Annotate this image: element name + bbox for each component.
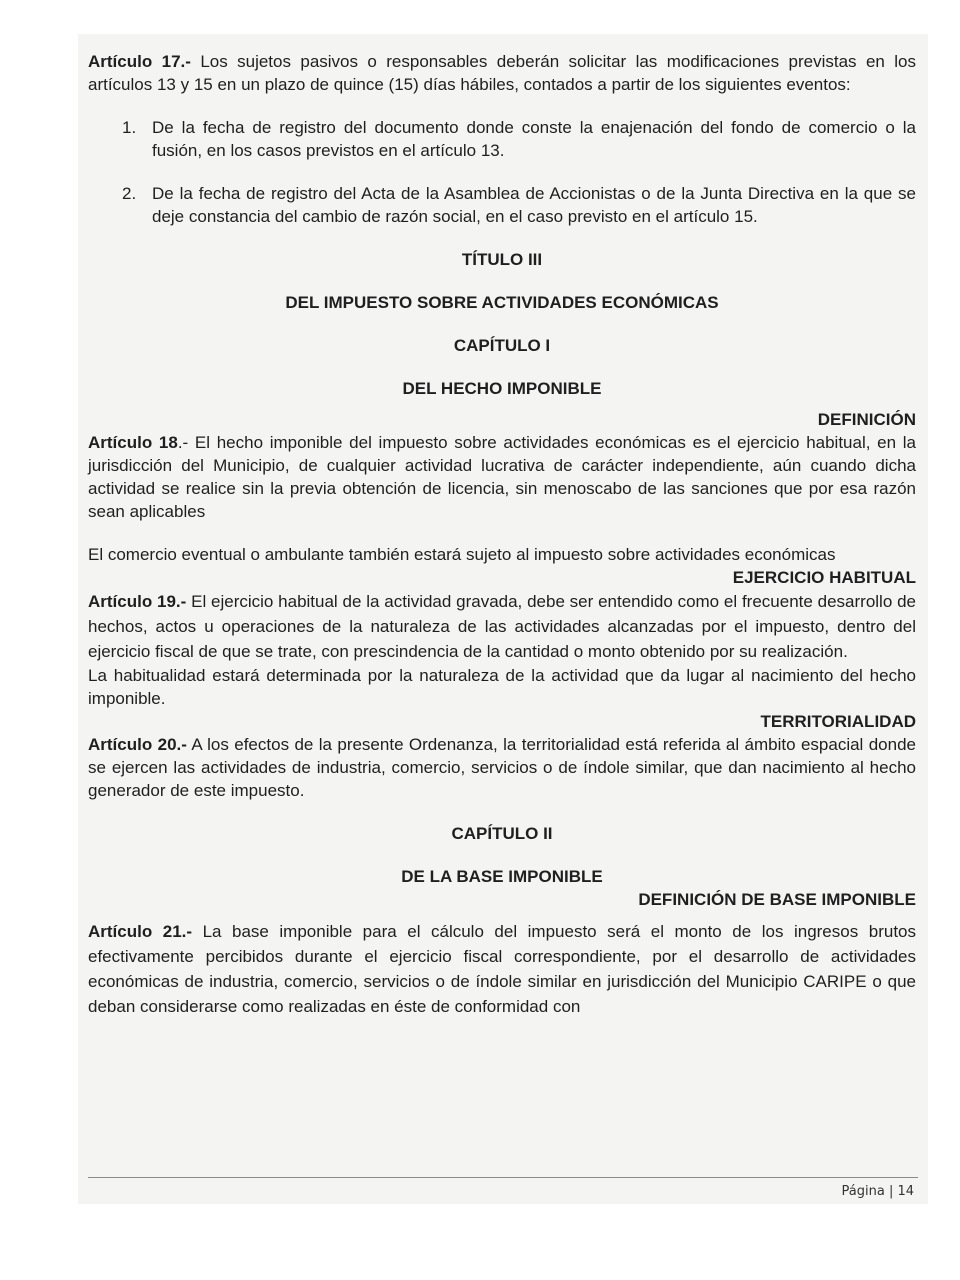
article-18-label: Artículo 18 [88,433,178,452]
title-subheading: DEL IMPUESTO SOBRE ACTIVIDADES ECONÓMICAS [285,293,719,312]
title-heading: TÍTULO III [461,250,543,269]
document-page [78,34,928,1204]
article-17-text: Los sujetos pasivos o responsables deberán solicitar las modificaciones previstas en los artículos 13 y 15 en un plazo de quince (15) días hábiles, contados a partir de los siguientes eventos: [88,52,916,94]
list-item-number: 1. [122,118,137,137]
article-17-list [88,116,916,228]
list-item-number: 2. [122,184,137,203]
article-19-label: Artículo 19.- [88,592,187,611]
article-18-paragraph-2: El comercio eventual o ambulante también estará sujeto al impuesto sobre actividades económicas [88,545,836,564]
section-heading-ejercicio: EJERCICIO HABITUAL [732,568,916,587]
article-20 [88,733,916,802]
article-20-label: Artículo 20.- [88,735,187,754]
article-17 [88,50,916,96]
article-21-label: Artículo 21.- [88,922,193,941]
article-19-text: El ejercicio habitual de la actividad gravada, debe ser entendido como el frecuente desarrollo de hechos, actos u operaciones de la naturaleza de las actividades alcanzadas por el impuesto, dentro del ejercicio fiscal de que se trate, con prescindencia de la cantidad o monto obtenido por su realización. [88,592,916,661]
list-item-text: De la fecha de registro del documento donde conste la enajenación del fondo de comercio o la fusión, en los casos previstos en el artículo 13. [152,118,916,160]
article-21-text: La base imponible para el cálculo del impuesto será el monto de los ingresos brutos efectivamente percibidos durante el ejercicio fiscal correspondiente, por el desarrollo de actividades económicas de industria, comercio, servicios o de índole similar en jurisdicción del Municipio CARIPE o que deban considerarse como realizadas en éste de conformidad con [88,922,916,1016]
list-item [122,116,916,162]
article-20-text: A los efectos de la presente Ordenanza, la territorialidad está referida al ámbito espacial donde se ejercen las actividades de industria, comercio, servicios o de índole similar, que dan nacimiento al hecho generador de este impuesto. [88,735,916,800]
page-number: Página | 14 [841,1184,914,1199]
chapter-2-heading: CAPÍTULO II [451,824,553,843]
document-body [88,50,916,1019]
footer-divider [88,1177,918,1178]
chapter-1-subheading: DEL HECHO IMPONIBLE [402,379,602,398]
section-heading-base: DEFINICIÓN DE BASE IMPONIBLE [638,890,916,909]
article-17-label: Artículo 17.- [88,52,191,71]
article-18 [88,431,916,523]
article-19-paragraph-2: La habitualidad estará determinada por la naturaleza de la actividad que da lugar al nacimiento del hecho imponible. [88,666,916,708]
section-heading-definicion: DEFINICIÓN [817,410,916,429]
list-item [122,182,916,228]
article-19 [88,589,916,664]
section-heading-territorialidad: TERRITORIALIDAD [760,712,916,731]
chapter-1-heading: CAPÍTULO I [453,336,551,355]
list-item-text: De la fecha de registro del Acta de la Asamblea de Accionistas o de la Junta Directiva en la que se deje constancia del cambio de razón social, en el caso previsto en el artículo 15. [152,184,916,226]
article-21 [88,919,916,1019]
article-18-text: .- El hecho imponible del impuesto sobre actividades económicas es el ejercicio habitual, en la jurisdicción del Municipio, de cualquier actividad lucrativa de carácter independiente, aún cuando dicha actividad se realice sin la previa obtención de licencia, sin menoscabo de las sanciones que por esa razón sean aplicables [88,433,916,521]
chapter-2-subheading: DE LA BASE IMPONIBLE [401,867,603,886]
